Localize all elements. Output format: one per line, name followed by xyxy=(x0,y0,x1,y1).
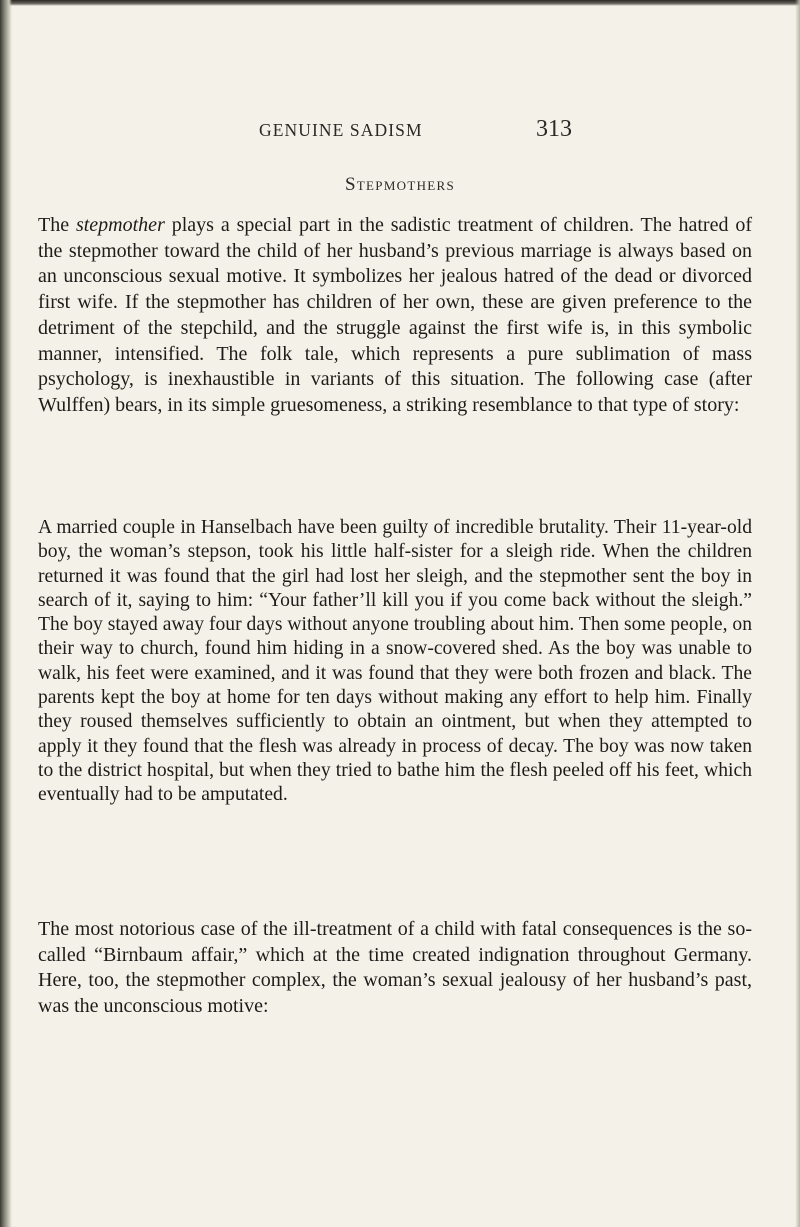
running-head-title: GENUINE SADISM xyxy=(259,120,423,140)
section-heading: Stepmothers xyxy=(344,174,456,195)
page-top-shadow xyxy=(0,0,800,6)
paragraph-lead: The xyxy=(38,214,76,236)
paragraph-rest: plays a special part in the sadistic treatment of children. The hatred of the stepmother toward the child of her husband’s previous marriage is always based on an unconscious sexual motive. It symbolizes her jealous hatred of the dead or divorced first wife. If the stepmother has children of her own, these are given preference to the detriment of the stepchild, and the struggle against the first wife is, in this symbolic manner, intensified. The folk tale, which represents a pure sublimation of mass psychology, is inexhaustible in variants of this situation. The following case (after Wulffen) bears, in its simple gruesomeness, a striking resemblance to that type of story: xyxy=(38,214,752,416)
paragraph-birnbaum-affair: The most notorious case of the ill-treatment of a child with fatal consequences is the so-called “Birnbaum affair,” which at the time created indignation throughout Germany. Here, too, the stepmother complex, the woman’s sexual jealousy of her husband’s past, was the unconscious motive: xyxy=(38,918,752,1018)
emphasized-term: stepmother xyxy=(75,214,165,236)
running-head xyxy=(0,116,800,146)
page-number: 313 xyxy=(536,116,572,142)
paragraph-hanselbach-case: A married couple in Hanselbach have been guilty of incredible brutality. Their 11-year-old boy, the woman’s stepson, took his little half-sister for a sleigh ride. When the children returned it was found that the girl had lost her sleigh, and the stepmother sent the boy in search of it, saying to him: “Your father’ll kill you if you come back without the sleigh.” The boy stayed away four days without anyone troubling about him. Then some people, on their way to church, found him hiding in a snow-covered shed. As the boy was unable to walk, his feet were examined, and it was found that they were both frozen and black. The parents kept the boy at home for ten days without making any effort to help him. Finally they roused themselves sufficiently to obtain an ointment, but when they attempted to apply it they found that the flesh was already in process of decay. The boy was now taken to the district hospital, but when they tried to bathe him the flesh peeled off his feet, which eventually had to be amputated. xyxy=(38,517,752,806)
paragraph-stepmother-intro xyxy=(38,213,752,419)
